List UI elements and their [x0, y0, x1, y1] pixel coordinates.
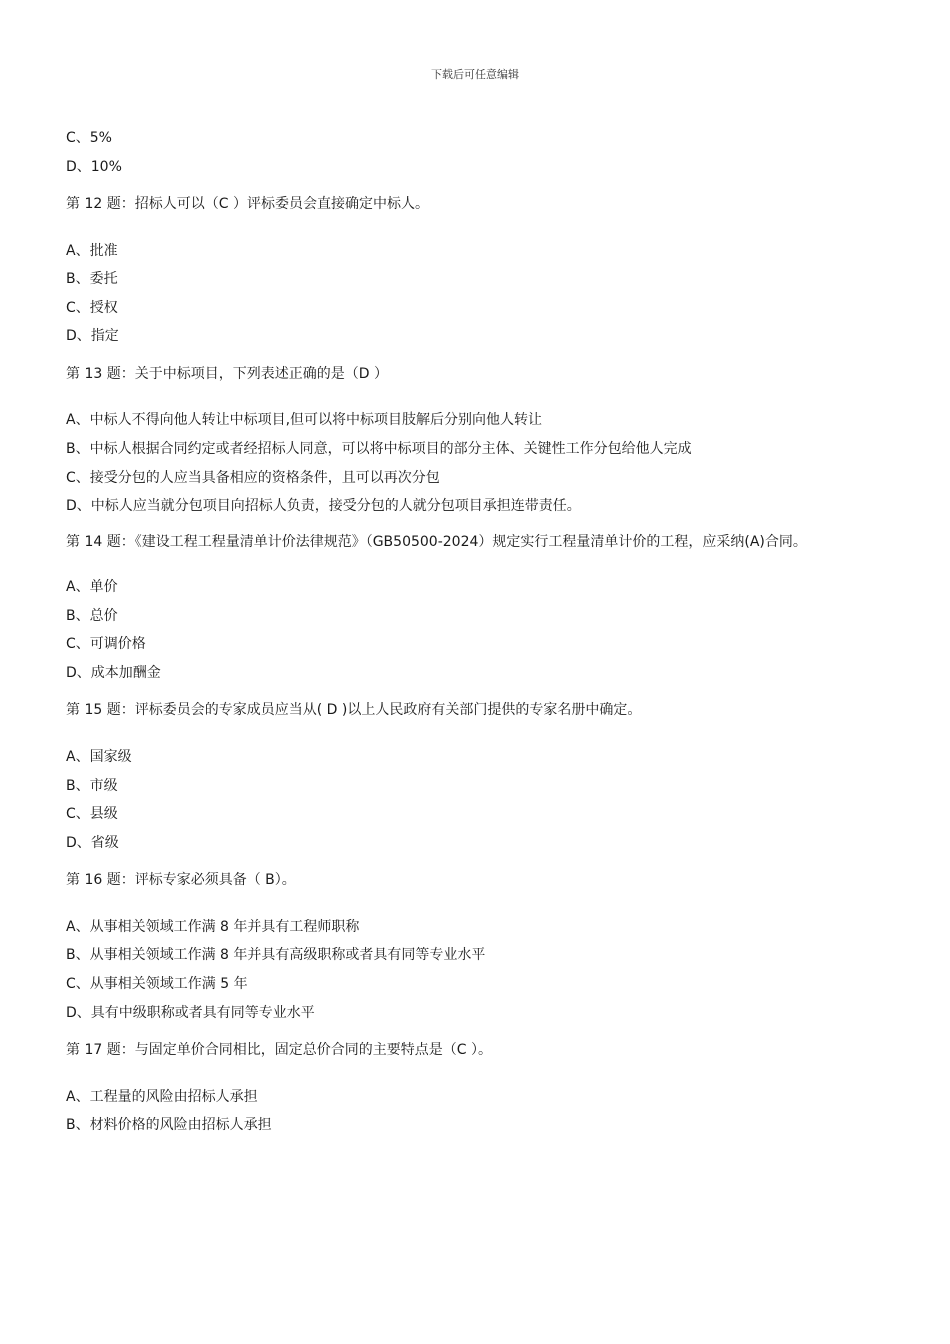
- option-line: C、可调价格: [66, 636, 146, 653]
- option-line: B、从事相关领域工作满 8 年并具有高级职称或者具有同等专业水平: [66, 947, 486, 964]
- option-line: A、单价: [66, 579, 118, 596]
- question-stem: 第 15 题：评标委员会的专家成员应当从( D )以上人民政府有关部门提供的专家名册中确定。: [66, 702, 642, 719]
- option-line: C、从事相关领域工作满 5 年: [66, 975, 248, 992]
- option-line: C、接受分包的人应当具备相应的资格条件，且可以再次分包: [66, 469, 440, 486]
- option-line: A、中标人不得向他人转让中标项目,但可以将中标项目肢解后分别向他人转让: [66, 412, 543, 429]
- option-line: C、县级: [66, 806, 118, 823]
- option-line: B、总价: [66, 607, 118, 624]
- option-line: D、省级: [66, 834, 119, 851]
- option-line: A、国家级: [66, 748, 132, 765]
- option-line: D、10%: [66, 158, 122, 175]
- option-line: D、成本加酬金: [66, 664, 161, 681]
- previous-question-options: [66, 128, 896, 177]
- question-13: [66, 364, 896, 516]
- option-line: A、工程量的风险由招标人承担: [66, 1088, 258, 1105]
- question-stem: 第 12 题：招标人可以（C ）评标委员会直接确定中标人。: [66, 196, 429, 213]
- question-12: [66, 194, 896, 346]
- document-body: [66, 128, 896, 1144]
- option-line: C、授权: [66, 299, 118, 316]
- option-line: B、材料价格的风险由招标人承担: [66, 1117, 272, 1134]
- option-line: B、委托: [66, 271, 118, 288]
- option-line: B、市级: [66, 777, 118, 794]
- option-line: B、中标人根据合同约定或者经招标人同意，可以将中标项目的部分主体、关键性工作分包给他人完成: [66, 440, 692, 457]
- option-line: D、中标人应当就分包项目向招标人负责，接受分包的人就分包项目承担连带责任。: [66, 498, 581, 515]
- option-line: A、批准: [66, 242, 118, 259]
- question-stem: 第 16 题：评标专家必须具备（ B）。: [66, 872, 296, 889]
- page-header: 下载后可任意编辑: [431, 68, 519, 81]
- question-stem: 第 13 题：关于中标项目，下列表述正确的是（D ）: [66, 365, 388, 382]
- question-15: [66, 700, 896, 852]
- question-17: [66, 1040, 896, 1135]
- option-line: A、从事相关领域工作满 8 年并具有工程师职称: [66, 918, 360, 935]
- question-stem: 第 14 题：《建设工程工程量清单计价法律规范》（GB50500-2024）规定实行工程量清单计价的工程，应采纳(A)合同。: [66, 534, 807, 551]
- question-16: [66, 870, 896, 1022]
- question-stem: 第 17 题：与固定单价合同相比，固定总价合同的主要特点是（C ）。: [66, 1042, 492, 1058]
- option-line: C、5%: [66, 130, 112, 146]
- option-line: D、指定: [66, 328, 119, 345]
- option-line: D、具有中级职称或者具有同等专业水平: [66, 1004, 315, 1021]
- question-14: [66, 527, 896, 683]
